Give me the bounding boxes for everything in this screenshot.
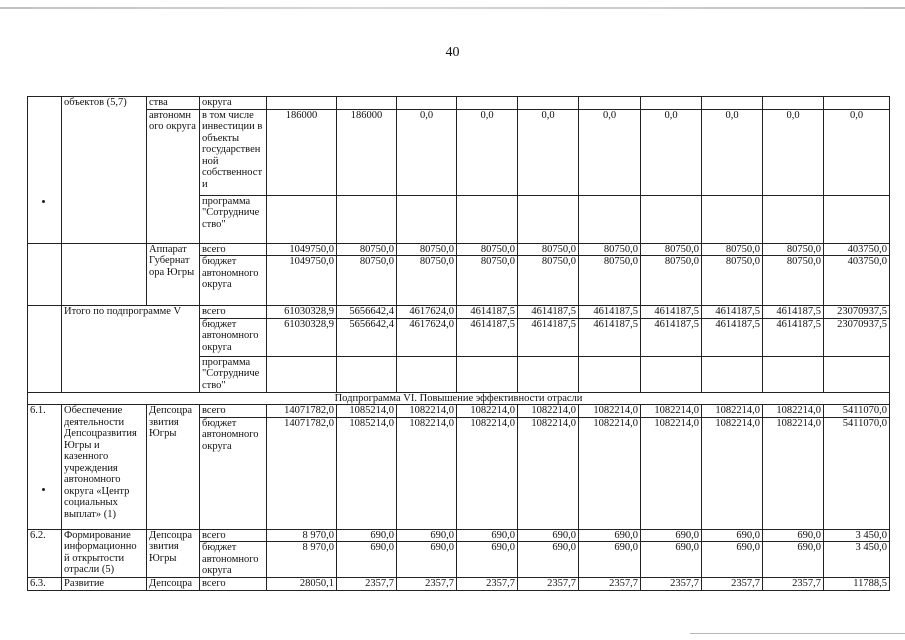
value-cell: 1082214,0	[702, 405, 763, 418]
value-cell: 2357,7	[641, 578, 702, 591]
value-cell: 690,0	[518, 542, 579, 578]
value-cell: 2357,7	[457, 578, 518, 591]
table-row	[28, 578, 890, 591]
value-cell	[267, 195, 337, 243]
value-cell: 4614187,5	[702, 306, 763, 319]
funding-source-cell: всего	[200, 243, 267, 256]
subtotal-name-cell: Итого по подпрограмме V	[62, 306, 200, 393]
value-cell: 690,0	[337, 529, 397, 542]
value-cell: 690,0	[702, 542, 763, 578]
value-cell: 80750,0	[457, 243, 518, 256]
value-cell: 1049750,0	[267, 243, 337, 256]
value-cell: 4614187,5	[518, 306, 579, 319]
scan-line-top	[0, 7, 905, 9]
value-cell	[702, 195, 763, 243]
value-cell: 8 970,0	[267, 529, 337, 542]
value-cell	[641, 195, 702, 243]
value-cell: 0,0	[824, 109, 890, 195]
value-cell: 690,0	[397, 529, 457, 542]
value-cell: 1082214,0	[763, 417, 824, 529]
value-cell	[457, 195, 518, 243]
value-cell	[579, 356, 641, 392]
value-cell: 4614187,5	[641, 318, 702, 356]
funding-source-cell: программа "Сотрудниче ство"	[200, 356, 267, 392]
value-cell: 80750,0	[337, 243, 397, 256]
value-cell	[337, 356, 397, 392]
row-number-cell	[28, 243, 62, 306]
executor-cell: Депсоцра звития Югры	[147, 529, 200, 578]
scan-line-bottom	[690, 633, 905, 634]
funding-source-cell: всего	[200, 578, 267, 591]
value-cell: 1082214,0	[579, 417, 641, 529]
executor-cell: ства	[147, 97, 200, 110]
value-cell: 80750,0	[579, 256, 641, 306]
value-cell: 1082214,0	[641, 405, 702, 418]
value-cell: 80750,0	[579, 243, 641, 256]
value-cell	[641, 97, 702, 110]
funding-source-cell: бюджет автономного округа	[200, 417, 267, 529]
executor-cell: Депсоцра	[147, 578, 200, 591]
activity-name-cell	[62, 243, 147, 306]
table-row	[28, 529, 890, 542]
value-cell	[763, 356, 824, 392]
value-cell: 14071782,0	[267, 405, 337, 418]
value-cell	[397, 195, 457, 243]
value-cell: 690,0	[457, 542, 518, 578]
value-cell: 5656642,4	[337, 306, 397, 319]
value-cell	[397, 356, 457, 392]
value-cell	[824, 195, 890, 243]
value-cell: 80750,0	[763, 243, 824, 256]
value-cell	[824, 356, 890, 392]
row-number-cell	[28, 97, 62, 244]
value-cell: 4614187,5	[457, 318, 518, 356]
value-cell: 1082214,0	[457, 417, 518, 529]
value-cell: 80750,0	[763, 256, 824, 306]
value-cell: 1082214,0	[641, 417, 702, 529]
value-cell	[457, 97, 518, 110]
value-cell: 4614187,5	[579, 306, 641, 319]
value-cell: 186000	[337, 109, 397, 195]
funding-source-cell: всего	[200, 405, 267, 418]
value-cell: 80750,0	[397, 256, 457, 306]
value-cell: 403750,0	[824, 243, 890, 256]
value-cell: 0,0	[397, 109, 457, 195]
value-cell	[702, 97, 763, 110]
value-cell: 690,0	[579, 529, 641, 542]
value-cell: 1082214,0	[763, 405, 824, 418]
table-row	[28, 392, 890, 405]
executor-cell: Депсоцра звития Югры	[147, 405, 200, 530]
activity-name-cell: Формирование информационно й открытости отрасли (5)	[62, 529, 147, 578]
value-cell	[267, 356, 337, 392]
value-cell: 690,0	[702, 529, 763, 542]
funding-source-cell: бюджет автономного округа	[200, 318, 267, 356]
value-cell: 690,0	[641, 542, 702, 578]
funding-source-cell: бюджет автономного округа	[200, 542, 267, 578]
table-row	[28, 109, 890, 195]
value-cell	[641, 356, 702, 392]
value-cell: 4617624,0	[397, 306, 457, 319]
value-cell: 4614187,5	[457, 306, 518, 319]
value-cell: 23070937,5	[824, 318, 890, 356]
table-row	[28, 405, 890, 418]
value-cell: 80750,0	[397, 243, 457, 256]
value-cell: 2357,7	[518, 578, 579, 591]
value-cell: 80750,0	[702, 243, 763, 256]
activity-name-cell: Развитие	[62, 578, 147, 591]
value-cell: 2357,7	[579, 578, 641, 591]
value-cell: 0,0	[641, 109, 702, 195]
value-cell	[267, 97, 337, 110]
value-cell: 690,0	[579, 542, 641, 578]
row-number-cell: 6.2.	[28, 529, 62, 578]
value-cell	[457, 356, 518, 392]
value-cell	[763, 97, 824, 110]
value-cell: 8 970,0	[267, 542, 337, 578]
funding-source-cell: программа "Сотрудниче ство"	[200, 195, 267, 243]
funding-source-cell: всего	[200, 529, 267, 542]
value-cell: 2357,7	[397, 578, 457, 591]
value-cell	[579, 195, 641, 243]
value-cell: 5411070,0	[824, 417, 890, 529]
value-cell: 2357,7	[337, 578, 397, 591]
row-number-cell: 6.1.	[28, 405, 62, 530]
table-row	[28, 306, 890, 319]
value-cell	[397, 97, 457, 110]
value-cell	[702, 356, 763, 392]
value-cell: 0,0	[702, 109, 763, 195]
value-cell: 2357,7	[702, 578, 763, 591]
value-cell: 4614187,5	[518, 318, 579, 356]
value-cell: 80750,0	[641, 256, 702, 306]
value-cell: 61030328,9	[267, 318, 337, 356]
value-cell: 1082214,0	[518, 417, 579, 529]
value-cell	[518, 356, 579, 392]
value-cell: 4614187,5	[702, 318, 763, 356]
value-cell	[763, 195, 824, 243]
value-cell: 690,0	[641, 529, 702, 542]
executor-cell: Аппарат Губернат ора Югры	[147, 243, 200, 306]
table-row	[28, 97, 890, 110]
value-cell: 0,0	[579, 109, 641, 195]
subprogram-title: Подпрограмма VI. Повышение эффективности отрасли	[28, 392, 890, 405]
value-cell: 1085214,0	[337, 417, 397, 529]
value-cell: 0,0	[457, 109, 518, 195]
value-cell: 690,0	[763, 542, 824, 578]
value-cell	[337, 195, 397, 243]
value-cell: 0,0	[518, 109, 579, 195]
value-cell: 186000	[267, 109, 337, 195]
value-cell	[337, 97, 397, 110]
value-cell: 5656642,4	[337, 318, 397, 356]
value-cell: 4614187,5	[763, 306, 824, 319]
activity-name-cell: Обеспечение деятельности Депсоцразвития Югры и казенного учреждения автономного округа «Центр социальных выплат» (1)	[62, 405, 147, 530]
value-cell: 80750,0	[641, 243, 702, 256]
value-cell: 5411070,0	[824, 405, 890, 418]
value-cell: 0,0	[763, 109, 824, 195]
table-row	[28, 243, 890, 256]
value-cell: 403750,0	[824, 256, 890, 306]
value-cell	[518, 195, 579, 243]
value-cell: 4617624,0	[397, 318, 457, 356]
value-cell: 2357,7	[763, 578, 824, 591]
value-cell: 3 450,0	[824, 529, 890, 542]
row-number-cell: 6.3.	[28, 578, 62, 591]
value-cell: 23070937,5	[824, 306, 890, 319]
budget-table	[27, 96, 890, 591]
value-cell: 1082214,0	[702, 417, 763, 529]
activity-name-cell: объектов (5,7)	[62, 97, 147, 244]
value-cell: 80750,0	[457, 256, 518, 306]
executor-cell: автономн ого округа	[147, 109, 200, 243]
funding-source-cell: округа	[200, 97, 267, 110]
value-cell: 4614187,5	[579, 318, 641, 356]
value-cell: 1082214,0	[397, 405, 457, 418]
value-cell: 28050,1	[267, 578, 337, 591]
funding-source-cell: всего	[200, 306, 267, 319]
value-cell: 80750,0	[518, 256, 579, 306]
value-cell: 80750,0	[702, 256, 763, 306]
value-cell: 3 450,0	[824, 542, 890, 578]
value-cell: 690,0	[763, 529, 824, 542]
funding-source-cell: бюджет автономного округа	[200, 256, 267, 306]
value-cell: 690,0	[337, 542, 397, 578]
value-cell: 61030328,9	[267, 306, 337, 319]
value-cell: 690,0	[518, 529, 579, 542]
value-cell: 4614187,5	[641, 306, 702, 319]
value-cell: 690,0	[397, 542, 457, 578]
row-number-cell	[28, 306, 62, 393]
value-cell: 14071782,0	[267, 417, 337, 529]
value-cell: 1082214,0	[518, 405, 579, 418]
value-cell: 1085214,0	[337, 405, 397, 418]
value-cell	[579, 97, 641, 110]
value-cell	[824, 97, 890, 110]
value-cell: 4614187,5	[763, 318, 824, 356]
value-cell: 1082214,0	[579, 405, 641, 418]
funding-source-cell: в том числе инвестиции в объекты государствен ной собственност и	[200, 109, 267, 195]
page-number: 40	[445, 45, 460, 60]
value-cell: 1082214,0	[397, 417, 457, 529]
value-cell: 11788,5	[824, 578, 890, 591]
value-cell	[518, 97, 579, 110]
value-cell: 80750,0	[518, 243, 579, 256]
value-cell: 1049750,0	[267, 256, 337, 306]
value-cell: 1082214,0	[457, 405, 518, 418]
value-cell: 690,0	[457, 529, 518, 542]
value-cell: 80750,0	[337, 256, 397, 306]
